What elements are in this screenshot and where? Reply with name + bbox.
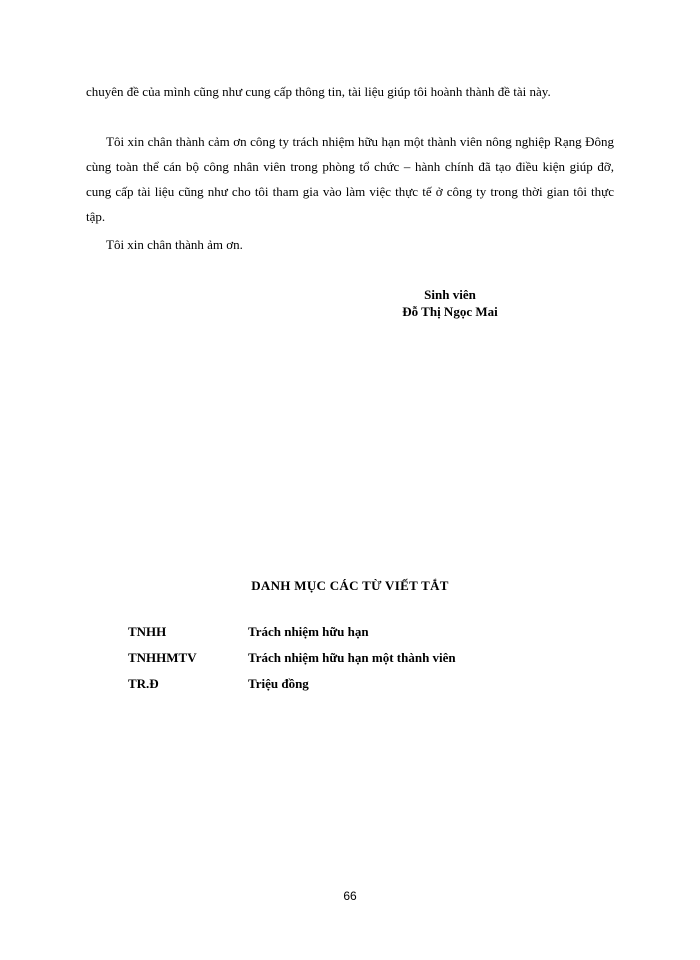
signature-name: Đỗ Thị Ngọc Mai: [402, 304, 498, 319]
abbreviation-code: TR.Đ: [128, 676, 159, 691]
page-number: 66: [343, 889, 357, 903]
signature-block: [380, 286, 520, 320]
signature-role: Sinh viên: [424, 287, 476, 302]
abbreviations-title: DANH MỤC CÁC TỪ VIẾT TẮT: [251, 578, 449, 593]
body-paragraph-2: Tôi xin chân thành cảm ơn công ty trách nhiệm hữu hạn một thành viên nông nghiệp Rạng Đông cùng toàn thể cán bộ công nhân viên trong phòng tổ chức – hành chính đã tạo điều kiện giúp đỡ, cung cấp tài liệu cũng như cho tôi tham gia vào làm việc thực tế ở công ty trong thời gian tôi thực tập.: [86, 134, 614, 224]
abbreviation-code: TNHHMTV: [128, 650, 197, 665]
body-paragraph-1: chuyên đề của mình cũng như cung cấp thông tin, tài liệu giúp tôi hoành thành đề tài này.: [86, 84, 551, 99]
abbreviation-row: [128, 676, 548, 702]
abbreviation-meaning: Triệu đồng: [248, 676, 309, 691]
abbreviation-meaning: Trách nhiệm hữu hạn: [248, 624, 369, 639]
abbreviation-code: TNHH: [128, 624, 167, 639]
abbreviation-row: [128, 624, 548, 650]
abbreviation-row: [128, 650, 548, 676]
body-paragraph-3: Tôi xin chân thành ảm ơn.: [106, 237, 243, 252]
abbreviation-meaning: Trách nhiệm hữu hạn một thành viên: [248, 650, 456, 665]
abbreviations-list: [128, 624, 548, 702]
